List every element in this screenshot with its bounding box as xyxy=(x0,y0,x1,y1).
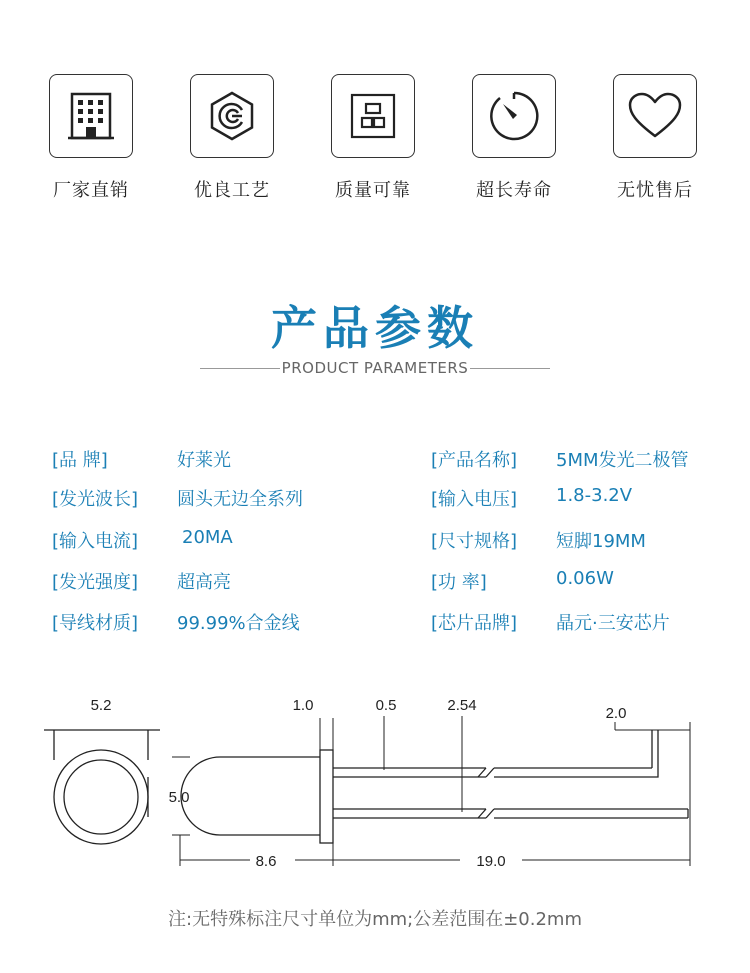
feature-row xyxy=(0,74,750,214)
dimension-note: 注:无特殊标注尺寸单位为mm;公差范围在±0.2mm xyxy=(168,909,582,930)
param-value: 20MA xyxy=(182,527,233,548)
feature-icon-box xyxy=(613,74,697,158)
dim-flange-label: 1.0 xyxy=(292,697,314,714)
feature-icon-box xyxy=(49,74,133,158)
dim-lead-width-label: 0.5 xyxy=(375,697,397,714)
feature-icon-box xyxy=(331,74,415,158)
param-value: 好莱光 xyxy=(177,450,231,471)
dim-body-length-label: 8.6 xyxy=(255,853,277,870)
param-key: [尺寸规格] xyxy=(431,531,518,552)
param-value: 晶元·三安芯片 xyxy=(556,613,670,634)
feature-icon-box xyxy=(190,74,274,158)
param-key: [品 牌] xyxy=(52,450,108,471)
dim-bend-label: 2.0 xyxy=(605,705,627,722)
param-key: [功 率] xyxy=(431,572,487,593)
feature-label: 厂家直销 xyxy=(53,180,129,201)
dimension-lines xyxy=(172,716,690,866)
feature-icon-box xyxy=(472,74,556,158)
param-key: [导线材质] xyxy=(52,613,139,634)
section-subtitle-row xyxy=(0,359,750,377)
param-value: 0.06W xyxy=(556,568,614,589)
section-title: 产品参数 xyxy=(271,301,479,355)
feature-factory-direct xyxy=(31,74,151,202)
param-key: [产品名称] xyxy=(431,450,518,471)
feature-reliable-quality xyxy=(313,74,433,202)
heart-icon xyxy=(627,91,683,141)
feature-fine-craft xyxy=(172,74,292,202)
param-key: [输入电压] xyxy=(431,489,518,510)
param-value: 短脚19MM xyxy=(556,531,646,552)
feature-label: 优良工艺 xyxy=(194,180,270,201)
param-key: [输入电流] xyxy=(52,531,139,552)
param-value: 超高亮 xyxy=(177,572,231,593)
quality-box-icon xyxy=(348,91,398,141)
led-dimension-drawing xyxy=(0,685,750,885)
hexagon-chip-icon xyxy=(206,90,258,142)
param-value: 5MM发光二极管 xyxy=(556,450,689,471)
divider-line xyxy=(200,368,280,369)
dim-lead-length-label: 19.0 xyxy=(476,853,506,870)
feature-after-sales xyxy=(595,74,715,202)
param-key: [发光波长] xyxy=(52,489,139,510)
building-icon xyxy=(66,91,116,141)
param-key: [发光强度] xyxy=(52,572,139,593)
feature-label: 无忧售后 xyxy=(617,180,693,201)
led-front-view xyxy=(44,730,160,844)
led-side-view xyxy=(181,730,688,843)
param-value: 圆头无边全系列 xyxy=(177,489,303,510)
feature-label: 超长寿命 xyxy=(476,180,552,201)
timer-icon xyxy=(486,88,542,144)
param-value: 1.8-3.2V xyxy=(556,485,633,506)
divider-line xyxy=(470,368,550,369)
param-key: [芯片品牌] xyxy=(431,613,518,634)
section-subtitle: PRODUCT PARAMETERS xyxy=(281,359,469,377)
feature-long-life xyxy=(454,74,574,202)
dimension-labels xyxy=(169,697,627,870)
dim-pitch-label: 2.54 xyxy=(447,697,477,714)
param-value: 99.99%合金线 xyxy=(177,613,300,634)
dim-diameter-label: 5.2 xyxy=(90,697,112,714)
dim-body-diameter-label: 5.0 xyxy=(168,789,190,806)
feature-label: 质量可靠 xyxy=(335,180,411,201)
